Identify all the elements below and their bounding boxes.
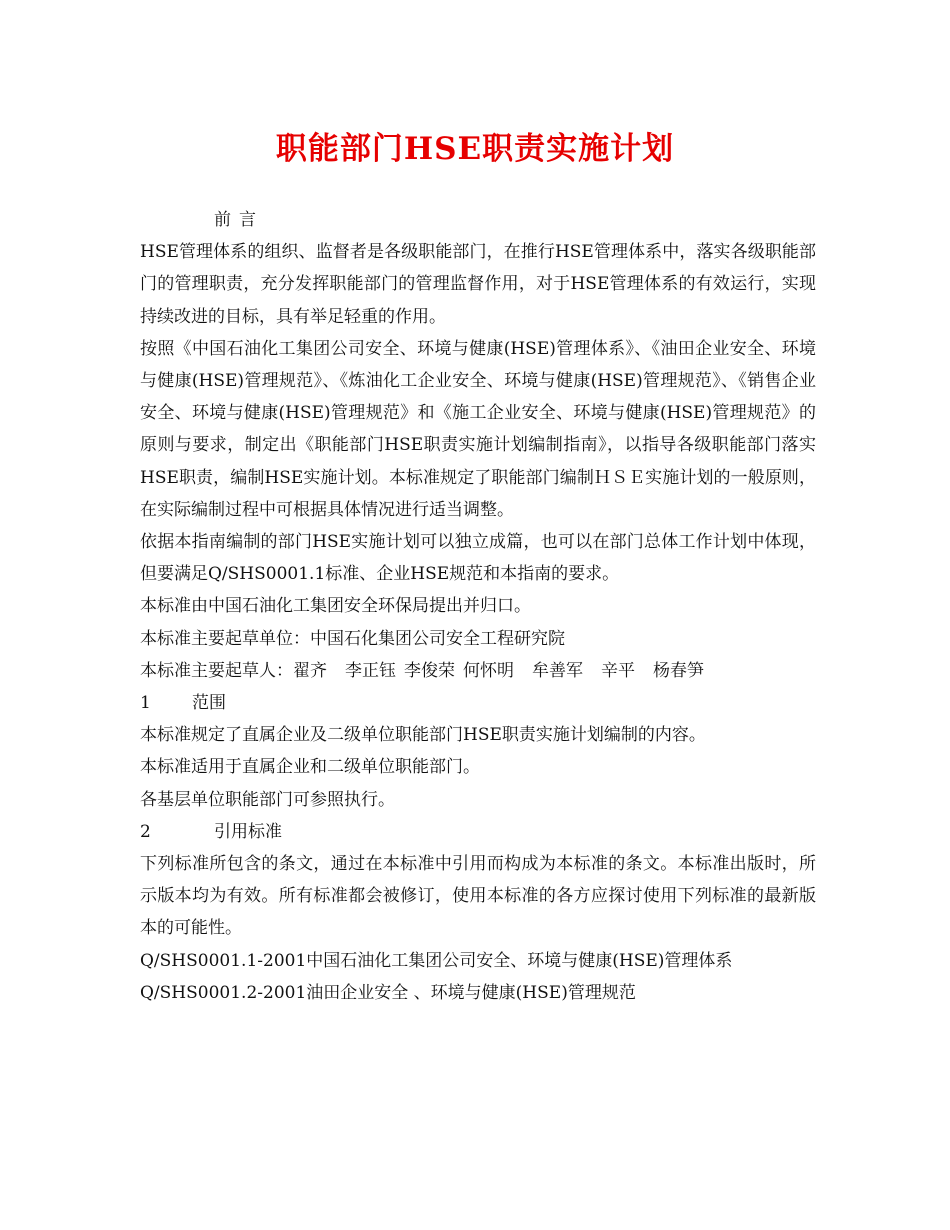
section-heading-references [140,816,816,848]
paragraph-independence: 依据本指南编制的部门HSE实施计划可以独立成篇，也可以在部门总体工作计划中体现，但要满足Q/SHS0001.1标准、企业HSE规范和本指南的要求。 [140,532,816,585]
scope-line: 本标准适用于直属企业和二级单位职能部门。 [140,757,480,778]
reference-item: Q/SHS0001.2-2001油田企业安全 、环境与健康(HSE)管理规范 [140,982,636,1003]
section-title: 引用标准 [214,821,282,842]
reference-item: Q/SHS0001.1-2001中国石油化工集团公司安全、环境与健康(HSE)管理体系 [140,950,733,971]
paragraph-intro: HSE管理体系的组织、监督者是各级职能部门，在推行HSE管理体系中，落实各级职能部门的管理职责，充分发挥职能部门的管理监督作用，对于HSE管理体系的有效运行，实现持续改进的目标，具有举足轻重的作用。 [140,242,816,327]
section-number: 2 [140,821,151,842]
drafter-name: 李正钰 [345,660,396,681]
section-title: 范围 [192,693,226,714]
drafters-label: 本标准主要起草人： [140,660,293,681]
preface-heading: 前言 [214,210,264,230]
section-heading-scope [140,687,816,719]
paragraph-proposer: 本标准由中国石油化工集团安全环保局提出并归口。 [140,596,531,617]
drafter-name: 何怀明 [463,660,514,681]
document-title: 职能部门HSE职责实施计划 [275,131,675,167]
scope-line: 各基层单位职能部门可参照执行。 [140,789,395,810]
document-body [140,204,816,1009]
paragraph-drafting-unit: 本标准主要起草单位：中国石化集团公司安全工程研究院 [140,628,565,649]
paragraph-basis: 按照《中国石油化工集团公司安全、环境与健康(HSE)管理体系》、《油田企业安全、环境与健康(HSE)管理规范》、《炼油化工企业安全、环境与健康(HSE)管理规范》、《销售企业安全、环境与健康(HSE)管理规范》和《施工企业安全、环境与健康(HSE)管理规范》的原则与要求，制定出《职能部门HSE职责实施计划编制指南》，以指导各级职能部门落实HSE职责，编制HSE实施计划。本标准规定了职能部门编制ＨＳＥ实施计划的一般原则，在实际编制过程中可根据具体情况进行适当调整。 [140,338,816,520]
drafters-line [140,655,816,687]
drafter-name: 辛平 [601,660,635,681]
references-intro: 下列标准所包含的条文，通过在本标准中引用而构成为本标准的条文。本标准出版时，所示版本均为有效。所有标准都会被修订，使用本标准的各方应探讨使用下列标准的最新版本的可能性。 [140,854,816,939]
drafter-name: 杨春笋 [653,660,704,681]
drafter-name: 牟善军 [532,660,583,681]
drafter-name: 翟齐 [293,660,327,681]
scope-line: 本标准规定了直属企业及二级单位职能部门HSE职责实施计划编制的内容。 [140,725,706,746]
drafter-name: 李俊荣 [404,660,455,681]
section-number: 1 [140,693,151,714]
